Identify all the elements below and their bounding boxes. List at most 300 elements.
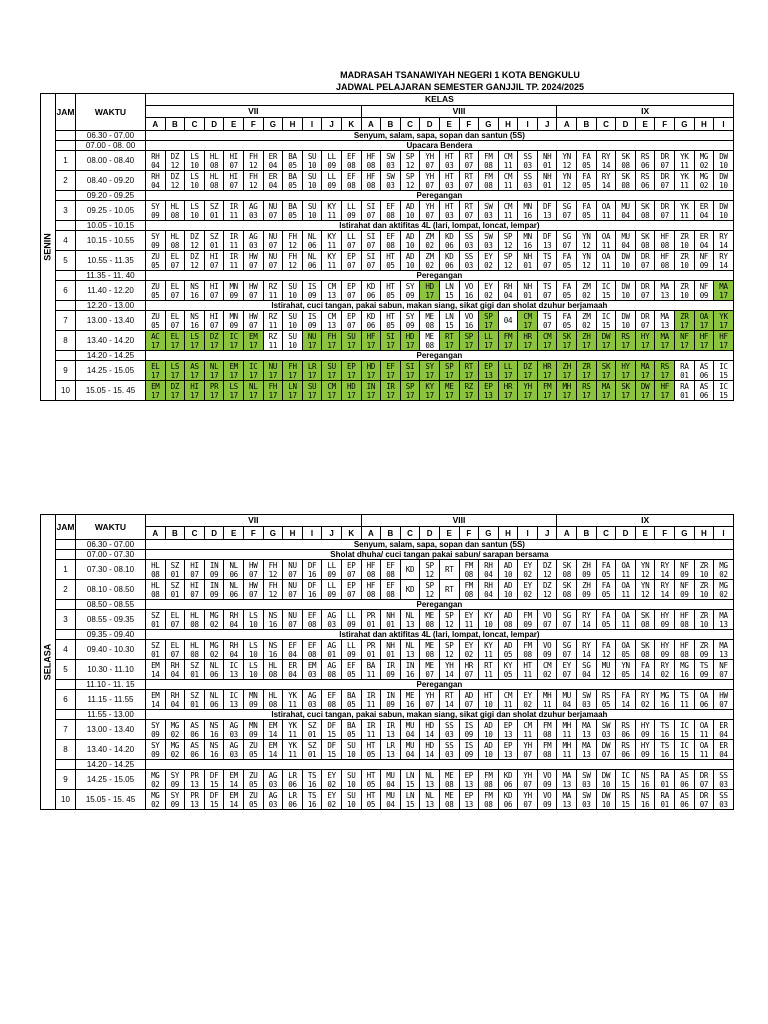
teacher-code: KD xyxy=(366,281,376,291)
subject-code: 16 xyxy=(307,779,317,789)
subject-code: 09 xyxy=(229,320,238,330)
lesson-cell xyxy=(283,580,303,600)
teacher-code: IR xyxy=(386,720,395,730)
subject-code: 03 xyxy=(719,799,728,809)
lesson-cell xyxy=(459,640,479,660)
lesson-cell xyxy=(557,151,577,171)
subject-code: 06 xyxy=(699,370,709,380)
teacher-code: EP xyxy=(347,361,356,371)
teacher-code: IC xyxy=(229,690,238,700)
subject-code: 07 xyxy=(425,180,434,190)
teacher-code: OA xyxy=(699,720,709,730)
lesson-cell xyxy=(714,281,734,301)
class-header-vii-a: A xyxy=(146,118,166,131)
subject-code: 05 xyxy=(582,160,591,170)
class-header-ix-c: C xyxy=(596,527,616,540)
lesson-cell xyxy=(714,311,734,331)
teacher-code: MN xyxy=(523,201,532,211)
lesson-cell xyxy=(439,720,459,740)
teacher-code: PR xyxy=(366,640,376,650)
teacher-code: LL xyxy=(347,201,356,211)
teacher-code: 04 xyxy=(503,316,513,325)
teacher-code: SW xyxy=(601,720,611,730)
period-number: 4 xyxy=(56,231,76,251)
time-slot: 11.35 - 11. 40 xyxy=(76,271,146,281)
lesson-cell xyxy=(616,580,636,600)
lesson-cell xyxy=(302,740,322,760)
lesson-cell xyxy=(596,231,616,251)
teacher-code: NU xyxy=(307,331,317,341)
class-header-viii-a: A xyxy=(361,118,381,131)
time-slot: 08.50 - 08.55 xyxy=(76,600,146,610)
lesson-cell xyxy=(400,720,420,740)
class-header-ix-b: B xyxy=(577,527,597,540)
lesson-cell xyxy=(557,580,577,600)
teacher-code: ZH xyxy=(582,331,591,341)
lesson-cell xyxy=(577,381,597,401)
lesson-cell xyxy=(655,640,675,660)
lesson-cell xyxy=(577,171,597,191)
lesson-cell xyxy=(459,171,479,191)
lesson-cell xyxy=(224,790,244,810)
lesson-cell xyxy=(596,720,616,740)
teacher-code: ZR xyxy=(699,640,709,650)
lesson-cell xyxy=(204,201,224,221)
teacher-code: TS xyxy=(307,770,317,780)
teacher-code: IS xyxy=(307,281,317,291)
teacher-code: MA xyxy=(719,640,728,650)
lesson-cell xyxy=(479,660,499,680)
subject-code: 10 xyxy=(288,320,297,330)
lesson-cell xyxy=(146,740,166,760)
subject-code: 02 xyxy=(699,160,709,170)
subject-code: 13 xyxy=(582,749,591,759)
teacher-code: LN xyxy=(405,770,415,780)
lesson-cell xyxy=(302,281,322,301)
subject-code: 07 xyxy=(660,210,669,220)
teacher-code: NU xyxy=(288,560,297,570)
lesson-cell xyxy=(655,151,675,171)
teacher-code: HW xyxy=(249,580,258,590)
subject-code: 17 xyxy=(484,340,493,350)
subject-code: 11 xyxy=(503,160,513,170)
teacher-code: DW xyxy=(640,381,650,391)
lesson-cell xyxy=(675,610,695,630)
subject-code: 09 xyxy=(386,669,395,679)
subject-code: 14 xyxy=(229,779,238,789)
teacher-code: FA xyxy=(582,201,591,211)
lesson-cell xyxy=(322,720,342,740)
subject-code: 17 xyxy=(640,390,650,400)
teacher-code: LS xyxy=(190,331,199,341)
teacher-code: SZ xyxy=(190,660,199,670)
subject-code: 17 xyxy=(249,370,258,380)
lesson-cell xyxy=(616,740,636,760)
subject-code: 17 xyxy=(621,370,630,380)
subject-code: 11 xyxy=(562,729,571,739)
subject-code: 03 xyxy=(307,699,317,709)
lesson-cell xyxy=(655,770,675,790)
teacher-code: EY xyxy=(464,640,474,650)
lesson-cell xyxy=(224,231,244,251)
teacher-code: FM xyxy=(484,151,493,161)
lesson-cell xyxy=(204,381,224,401)
subject-code: 17 xyxy=(209,370,219,380)
day-cell-senin xyxy=(41,94,56,401)
lesson-cell xyxy=(537,251,557,271)
activity-band: Peregangan xyxy=(146,271,734,281)
subject-code: 12 xyxy=(562,180,571,190)
lesson-cell xyxy=(224,151,244,171)
lesson-cell xyxy=(420,251,440,271)
teacher-code: FM xyxy=(542,720,552,730)
lesson-cell xyxy=(439,231,459,251)
lesson-cell xyxy=(361,720,381,740)
teacher-code: HR xyxy=(523,331,532,341)
lesson-cell xyxy=(420,201,440,221)
subject-code: 17 xyxy=(425,390,434,400)
lesson-cell xyxy=(243,560,263,580)
lesson-cell xyxy=(283,171,303,191)
subject-code: 01 xyxy=(209,240,219,250)
lesson-cell xyxy=(283,640,303,660)
subject-code: 07 xyxy=(170,290,180,300)
teacher-code: ZR xyxy=(680,281,689,291)
class-header-viii-f: F xyxy=(459,118,479,131)
lesson-cell xyxy=(596,281,616,301)
teacher-code: ME xyxy=(444,790,454,800)
lesson-cell xyxy=(165,251,185,271)
subject-code: 13 xyxy=(503,729,513,739)
lesson-cell xyxy=(165,281,185,301)
subject-code: 04 xyxy=(151,180,160,190)
subject-code: 09 xyxy=(405,320,415,330)
activity-band: Peregangan xyxy=(146,351,734,361)
subject-code: 05 xyxy=(386,320,395,330)
subject-code: 10 xyxy=(249,669,258,679)
subject-code: 08 xyxy=(268,699,278,709)
class-header-ix-e: E xyxy=(635,118,655,131)
subject-code: 08 xyxy=(444,779,454,789)
lesson-cell xyxy=(224,361,244,381)
teacher-code: IN xyxy=(209,580,219,590)
subject-code: 03 xyxy=(484,240,493,250)
teacher-code: HF xyxy=(660,251,669,261)
teacher-code: ME xyxy=(425,610,434,620)
teacher-code: ZR xyxy=(680,231,689,241)
teacher-code: SY xyxy=(151,720,160,730)
lesson-cell xyxy=(439,740,459,760)
subject-code: 07 xyxy=(562,669,571,679)
waktu-header: WAKTU xyxy=(76,515,146,540)
lesson-cell xyxy=(263,381,283,401)
subject-code: 13 xyxy=(562,779,571,789)
teacher-code: FM xyxy=(542,381,552,391)
lesson-cell xyxy=(675,790,695,810)
subject-code: 16 xyxy=(307,799,317,809)
lesson-cell xyxy=(302,580,322,600)
teacher-code: MN xyxy=(249,690,258,700)
lesson-cell xyxy=(283,690,303,710)
subject-code: 17 xyxy=(640,370,650,380)
subject-code: 07 xyxy=(249,320,258,330)
subject-code: 09 xyxy=(640,729,650,739)
subject-code: 07 xyxy=(562,619,571,629)
teacher-code: DF xyxy=(327,740,336,750)
teacher-code: SU xyxy=(288,331,297,341)
subject-code: 02 xyxy=(484,260,493,270)
subject-code: 10 xyxy=(621,290,630,300)
subject-code: 11 xyxy=(680,699,689,709)
lesson-cell xyxy=(459,201,479,221)
subject-code: 12 xyxy=(640,589,650,599)
lesson-cell xyxy=(204,740,224,760)
lesson-cell xyxy=(146,790,166,810)
teacher-code: HF xyxy=(366,151,376,161)
lesson-cell xyxy=(518,281,538,301)
subject-code: 13 xyxy=(464,779,474,789)
subject-code: 12 xyxy=(425,589,434,599)
teacher-code: SK xyxy=(562,580,571,590)
lesson-cell xyxy=(224,580,244,600)
subject-code: 02 xyxy=(425,240,434,250)
teacher-code: FA xyxy=(640,660,650,670)
teacher-code: CM xyxy=(542,331,552,341)
subject-code: 12 xyxy=(503,260,513,270)
lesson-cell xyxy=(694,720,714,740)
lesson-cell xyxy=(694,560,714,580)
subject-code: 14 xyxy=(268,729,278,739)
subject-code: 17 xyxy=(719,320,728,330)
lesson-cell xyxy=(557,740,577,760)
subject-code: 08 xyxy=(307,649,317,659)
teacher-code: RZ xyxy=(268,311,278,321)
subject-code: 10 xyxy=(621,260,630,270)
teacher-code: SK xyxy=(640,640,650,650)
subject-code: 17 xyxy=(464,340,474,350)
subject-code: 08 xyxy=(640,210,650,220)
lesson-cell xyxy=(498,231,518,251)
subject-code: 10 xyxy=(699,569,709,579)
teacher-code: CM xyxy=(503,151,513,161)
lesson-cell xyxy=(557,361,577,381)
teacher-code: ZH xyxy=(582,580,591,590)
subject-code: 10 xyxy=(347,779,356,789)
lesson-cell xyxy=(714,361,734,381)
lesson-cell xyxy=(341,381,361,401)
lesson-cell xyxy=(655,311,675,331)
lesson-cell xyxy=(224,640,244,660)
subject-code: 17 xyxy=(405,340,415,350)
class-header-vii-f: F xyxy=(243,527,263,540)
teacher-code: EY xyxy=(464,610,474,620)
teacher-code: OA xyxy=(699,311,709,321)
teacher-code: HD xyxy=(425,720,434,730)
activity-band: Senyum, salam, sapa, sopan dan santun (5S) xyxy=(146,540,734,550)
lesson-cell xyxy=(283,231,303,251)
subject-code: 06 xyxy=(503,779,513,789)
lesson-cell xyxy=(243,231,263,251)
teacher-code: ZU xyxy=(151,311,160,321)
lesson-cell xyxy=(616,660,636,680)
subject-code: 11 xyxy=(680,210,689,220)
lesson-cell xyxy=(518,580,538,600)
lesson-cell xyxy=(675,201,695,221)
subject-code: 08 xyxy=(151,589,160,599)
subject-code: 08 xyxy=(170,210,180,220)
lesson-cell xyxy=(165,311,185,331)
lesson-cell xyxy=(204,171,224,191)
lesson-cell xyxy=(361,251,381,271)
teacher-code: RH xyxy=(229,640,238,650)
lesson-cell xyxy=(694,201,714,221)
teacher-code: DR xyxy=(640,311,650,321)
lesson-cell xyxy=(224,610,244,630)
subject-code: 05 xyxy=(347,669,356,679)
teacher-code: SS xyxy=(719,770,728,780)
teacher-code: AS xyxy=(680,770,689,780)
lesson-cell xyxy=(263,331,283,351)
teacher-code: EL xyxy=(170,610,180,620)
subject-code: 07 xyxy=(542,290,552,300)
subject-code: 04 xyxy=(562,699,571,709)
period-number: 2 xyxy=(56,171,76,191)
teacher-code: IS xyxy=(464,740,474,750)
teacher-code: EF xyxy=(307,640,317,650)
teacher-code: IC xyxy=(229,331,238,341)
teacher-code: AG xyxy=(327,640,336,650)
subject-code: 16 xyxy=(640,799,650,809)
lesson-cell xyxy=(322,281,342,301)
subject-code: 09 xyxy=(347,619,356,629)
subject-code: 09 xyxy=(151,729,160,739)
teacher-code: KD xyxy=(444,251,454,261)
teacher-code: LL xyxy=(484,331,493,341)
teacher-code: NH xyxy=(542,171,552,181)
lesson-cell xyxy=(185,610,205,630)
lesson-cell xyxy=(400,151,420,171)
lesson-cell xyxy=(635,770,655,790)
lesson-cell xyxy=(577,660,597,680)
lesson-cell xyxy=(439,580,459,600)
subject-code: 10 xyxy=(484,699,493,709)
period-number: 5 xyxy=(56,660,76,680)
teacher-code: TS xyxy=(542,311,552,321)
lesson-cell xyxy=(577,640,597,660)
lesson-cell xyxy=(557,770,577,790)
lesson-cell xyxy=(165,660,185,680)
lesson-cell xyxy=(322,770,342,790)
lesson-cell xyxy=(185,361,205,381)
subject-code: 01 xyxy=(386,649,395,659)
subject-code: 17 xyxy=(699,320,709,330)
lesson-cell xyxy=(479,171,499,191)
lesson-cell xyxy=(341,770,361,790)
class-header-ix-g: G xyxy=(675,527,695,540)
subject-code: 13 xyxy=(405,619,415,629)
subject-code: 07 xyxy=(249,290,258,300)
lesson-cell xyxy=(341,560,361,580)
class-header-viii-d: D xyxy=(420,118,440,131)
lesson-cell xyxy=(518,381,538,401)
lesson-cell xyxy=(557,690,577,710)
lesson-cell xyxy=(518,311,538,331)
teacher-code: MN xyxy=(229,311,238,321)
lesson-cell xyxy=(322,331,342,351)
subject-code: 01 xyxy=(307,749,317,759)
lesson-cell xyxy=(283,251,303,271)
teacher-code: MA xyxy=(582,740,591,750)
lesson-cell xyxy=(518,361,538,381)
teacher-code: EP xyxy=(347,281,356,291)
lesson-cell xyxy=(361,640,381,660)
lesson-cell xyxy=(577,311,597,331)
subject-code: 01 xyxy=(680,370,689,380)
lesson-cell xyxy=(577,361,597,381)
teacher-code: FH xyxy=(288,361,297,371)
class-header-viii-h: H xyxy=(498,118,518,131)
subject-code: 09 xyxy=(327,160,336,170)
lesson-cell xyxy=(322,311,342,331)
lesson-cell xyxy=(714,610,734,630)
teacher-code: AD xyxy=(405,231,415,241)
class-header-viii-g: G xyxy=(479,527,499,540)
lesson-cell xyxy=(557,790,577,810)
teacher-code: LL xyxy=(347,231,356,241)
subject-code: 07 xyxy=(542,320,552,330)
teacher-code: ZH xyxy=(582,560,591,570)
subject-code: 10 xyxy=(307,160,317,170)
lesson-cell xyxy=(341,251,361,271)
teacher-code: RH xyxy=(484,560,493,570)
teacher-code: AG xyxy=(229,740,238,750)
teacher-code: EP xyxy=(464,770,474,780)
teacher-code: MN xyxy=(229,281,238,291)
subject-code: 01 xyxy=(660,779,669,789)
teacher-code: DF xyxy=(209,790,219,800)
teacher-code: SS xyxy=(444,720,454,730)
teacher-code: VO xyxy=(542,610,552,620)
teacher-code: MG xyxy=(209,610,219,620)
subject-code: 17 xyxy=(327,340,336,350)
lesson-cell xyxy=(341,790,361,810)
subject-code: 08 xyxy=(444,799,454,809)
teacher-code: HD xyxy=(425,281,434,291)
subject-code: 14 xyxy=(640,669,650,679)
teacher-code: ZR xyxy=(680,311,689,321)
subject-code: 10 xyxy=(484,729,493,739)
teacher-code: RA xyxy=(660,790,669,800)
lesson-cell xyxy=(341,740,361,760)
activity-band: Istirahat dan aktifitas 4L (lari, lompat, loncat, lempar) xyxy=(146,630,734,640)
teacher-code: AS xyxy=(699,381,709,391)
lesson-cell xyxy=(381,660,401,680)
grade-header-vii: VII xyxy=(146,106,362,118)
lesson-cell xyxy=(146,171,166,191)
teacher-code: PR xyxy=(209,381,219,391)
lesson-cell xyxy=(635,381,655,401)
teacher-code: HF xyxy=(366,580,376,590)
lesson-cell xyxy=(537,361,557,381)
subject-code: 04 xyxy=(719,749,728,759)
teacher-code: RZ xyxy=(268,331,278,341)
teacher-code: SU xyxy=(347,770,356,780)
subject-code: 14 xyxy=(229,799,238,809)
teacher-code: IR xyxy=(386,381,395,391)
teacher-code: YK xyxy=(680,171,689,181)
subject-code: 03 xyxy=(229,729,238,739)
subject-code: 08 xyxy=(366,160,376,170)
